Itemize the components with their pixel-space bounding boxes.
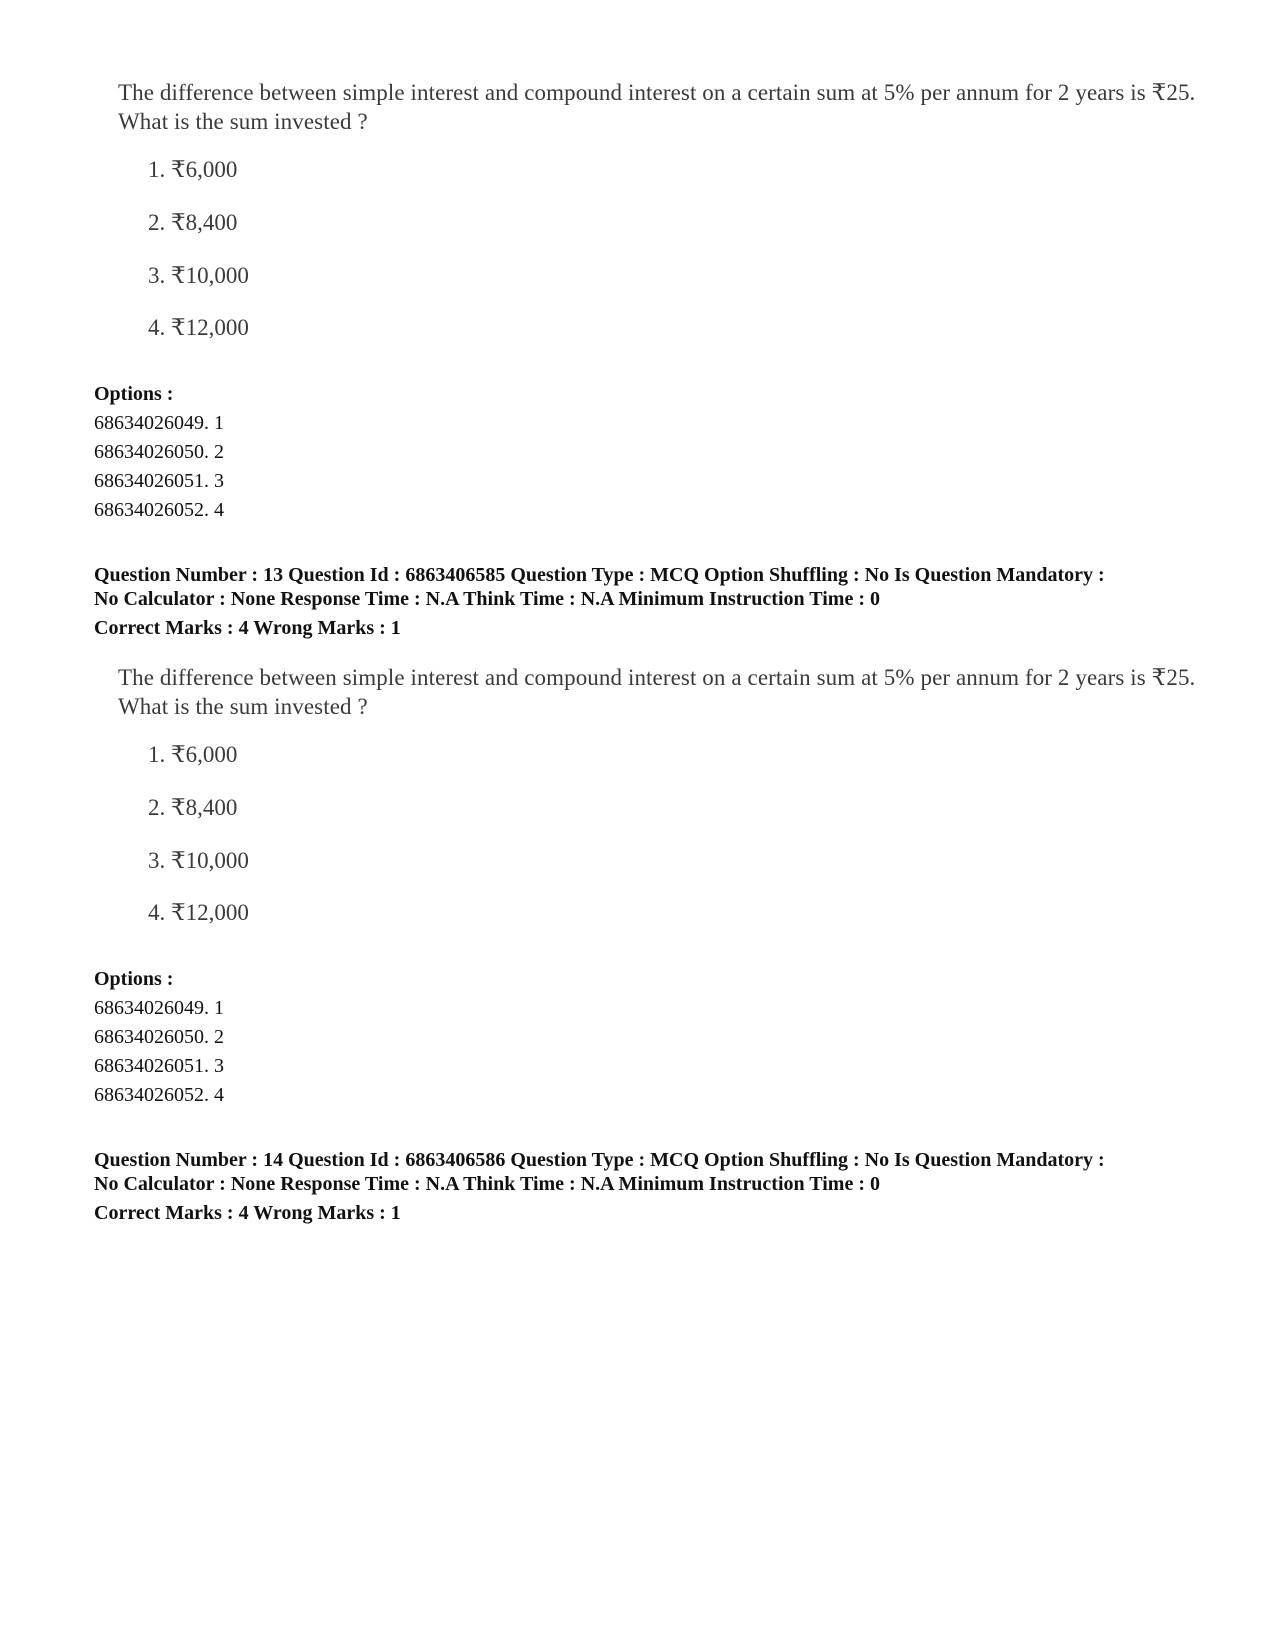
question-meta-line: Question Number : 13 Question Id : 6863406585 Question Type : MCQ Option Shuffling : No Is Question Mandatory : (94, 564, 1105, 586)
answer-choice-1: 1. ₹6,000 (148, 157, 238, 182)
answer-choice-4: 4. ₹12,000 (148, 900, 249, 925)
marks-line: Correct Marks : 4 Wrong Marks : 1 (94, 1202, 401, 1224)
options-list (94, 965, 224, 1110)
question-meta-line: No Calculator : None Response Time : N.A Think Time : N.A Minimum Instruction Time : 0 (94, 1173, 880, 1195)
option-id-row: 68634026052. 4 (94, 499, 224, 521)
marks-line: Correct Marks : 4 Wrong Marks : 1 (94, 617, 401, 639)
question-text: The difference between simple interest and compound interest on a certain sum at 5% per annum for 2 years is ₹25. What is the sum invested ? (118, 665, 1196, 719)
option-id-row: 68634026050. 2 (94, 1026, 224, 1048)
answer-choice-1: 1. ₹6,000 (148, 742, 238, 767)
question-meta-line: Question Number : 14 Question Id : 6863406586 Question Type : MCQ Option Shuffling : No Is Question Mandatory : (94, 1149, 1105, 1171)
option-id-row: 68634026049. 1 (94, 412, 224, 434)
option-id-row: 68634026051. 3 (94, 1055, 224, 1077)
option-id-row: 68634026049. 1 (94, 997, 224, 1019)
question-meta-line: No Calculator : None Response Time : N.A Think Time : N.A Minimum Instruction Time : 0 (94, 588, 880, 610)
answer-choice-2: 2. ₹8,400 (148, 795, 238, 820)
question-image-13 (118, 663, 1198, 925)
question-text: The difference between simple interest and compound interest on a certain sum at 5% per annum for 2 years is ₹25. What is the sum invested ? (118, 80, 1196, 134)
options-heading: Options : (94, 968, 174, 990)
option-id-row: 68634026052. 4 (94, 1084, 224, 1106)
answer-choice-4: 4. ₹12,000 (148, 315, 249, 340)
question-image-12 (118, 78, 1198, 340)
options-heading: Options : (94, 383, 174, 405)
answer-choice-2: 2. ₹8,400 (148, 210, 238, 235)
options-list (94, 380, 224, 525)
option-id-row: 68634026050. 2 (94, 441, 224, 463)
option-id-row: 68634026051. 3 (94, 470, 224, 492)
question-meta-14 (94, 1148, 1234, 1225)
question-meta-13 (94, 563, 1234, 640)
answer-choice-3: 3. ₹10,000 (148, 263, 249, 288)
answer-choice-3: 3. ₹10,000 (148, 848, 249, 873)
